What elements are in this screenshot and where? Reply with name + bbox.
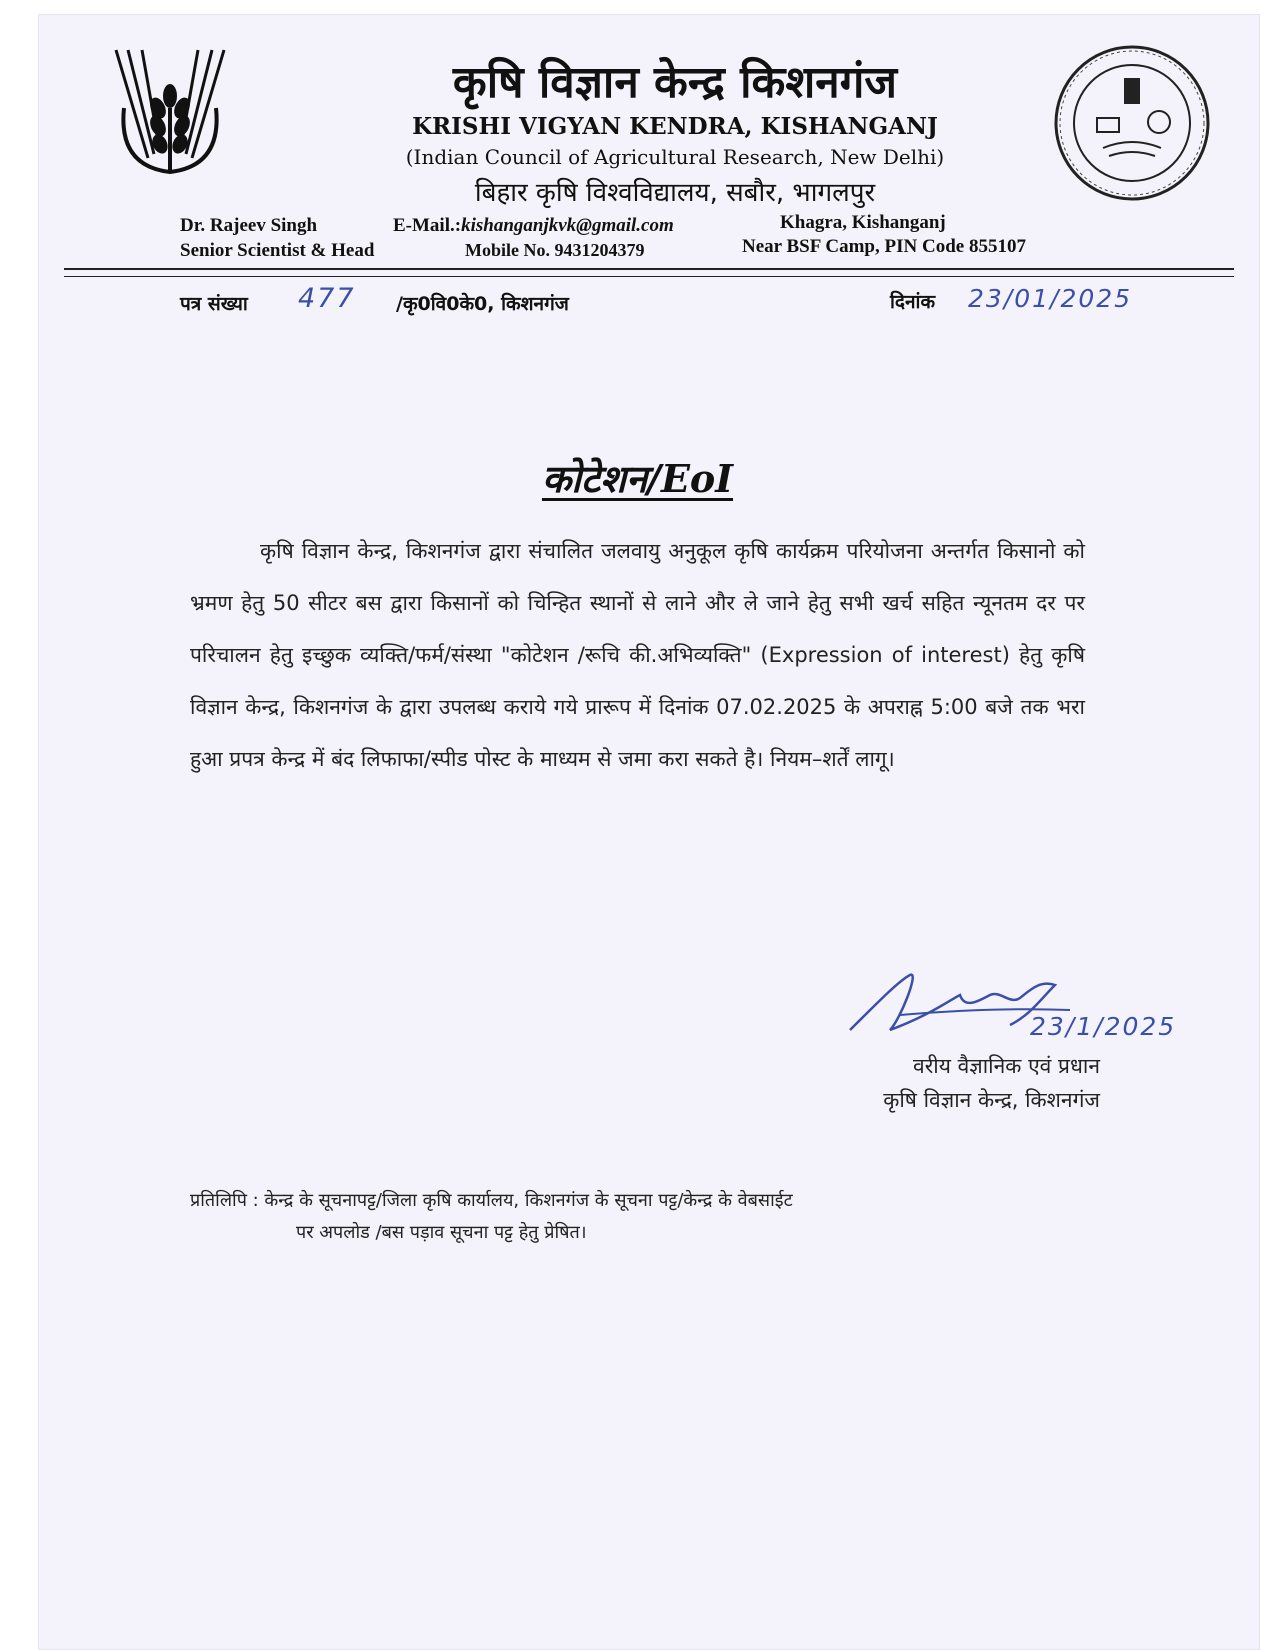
address-line-2: Near BSF Camp, PIN Code 855107 (742, 236, 1026, 257)
header-rule-bottom (64, 276, 1234, 277)
head-designation: Senior Scientist & Head (180, 240, 375, 261)
copy-to-section (190, 1185, 1090, 1249)
institute-title-english: KRISHI VIGYAN KENDRA, KISHANGANJ (412, 113, 938, 140)
parent-organisation: (Indian Council of Agricultural Research, New Delhi) (405, 145, 945, 169)
letter-number-value: 477 (298, 283, 356, 314)
email-line (393, 215, 674, 237)
address-line-1: Khagra, Kishanganj (780, 212, 946, 233)
letter-number-suffix: /कृ0वि0के0, किशनगंज (396, 293, 569, 315)
icar-emblem-icon (108, 48, 232, 208)
signatory-office: कृषि विज्ञान केन्द्र, किशनगंज (883, 1088, 1100, 1112)
university-seal (1053, 44, 1211, 202)
icar-logo (108, 48, 232, 208)
head-name: Dr. Rajeev Singh (180, 215, 318, 236)
date-value: 23/01/2025 (968, 284, 1133, 313)
email-label: E-Mail.: (393, 215, 462, 236)
signature-date: 23/1/2025 (1030, 1012, 1177, 1041)
copy-to-line-1: प्रतिलिपि : केन्द्र के सूचनापट्ट/जिला कृषि कार्यालय, किशनगंज के सूचना पट्ट/केन्द्र के वेबसाईट (190, 1190, 793, 1211)
signatory-designation: वरीय वैज्ञानिक एवं प्रधान (913, 1054, 1100, 1078)
university-name-hindi: बिहार कृषि विश्वविद्यालय, सबौर, भागलपुर (474, 178, 876, 208)
letter-number-label: पत्र संख्या (180, 293, 248, 315)
copy-to-line-2: पर अपलोड /बस पड़ाव सूचना पट्ट हेतु प्रेषित। (296, 1222, 587, 1243)
notice-heading: कोटेशन/EoI (541, 456, 734, 501)
notice-body: कृषि विज्ञान केन्द्र, किशनगंज द्वारा संचालित जलवायु अनुकूल कृषि कार्यक्रम परियोजना अन्तर्गत किसानो को भ्रमण हेतु 50 सीटर बस द्वारा किसानों को चिन्हित स्थानों से लाने और ले जाने हेतु सभी खर्च सहित न्यूनतम दर पर परिचालन हेतु इच्छुक व्यक्ति/फर्म/संस्था "कोटेशन /रूचि की.अभिव्यक्ति" (Expression of interest) हेतु कृषि विज्ञान केन्द्र, किशनगंज के द्वारा उपलब्ध कराये गये प्रारूप में दिनांक 07.02.2025 के अपराह्न 5:00 बजे तक भरा हुआ प्रपत्र केन्द्र में बंद लिफाफा/स्पीड पोस्ट के माध्यम से जमा करा सकते है। नियम–शर्तें लागू। (190, 539, 1085, 771)
institute-title-hindi: कृषि विज्ञान केन्द्र किशनगंज (452, 57, 898, 108)
header-rule-top (64, 268, 1234, 270)
university-seal-icon (1053, 44, 1211, 202)
mobile-number: Mobile No. 9431204379 (465, 240, 645, 260)
date-label: दिनांक (890, 291, 936, 313)
email-address[interactable]: kishanganjkvk@gmail.com (461, 215, 674, 236)
